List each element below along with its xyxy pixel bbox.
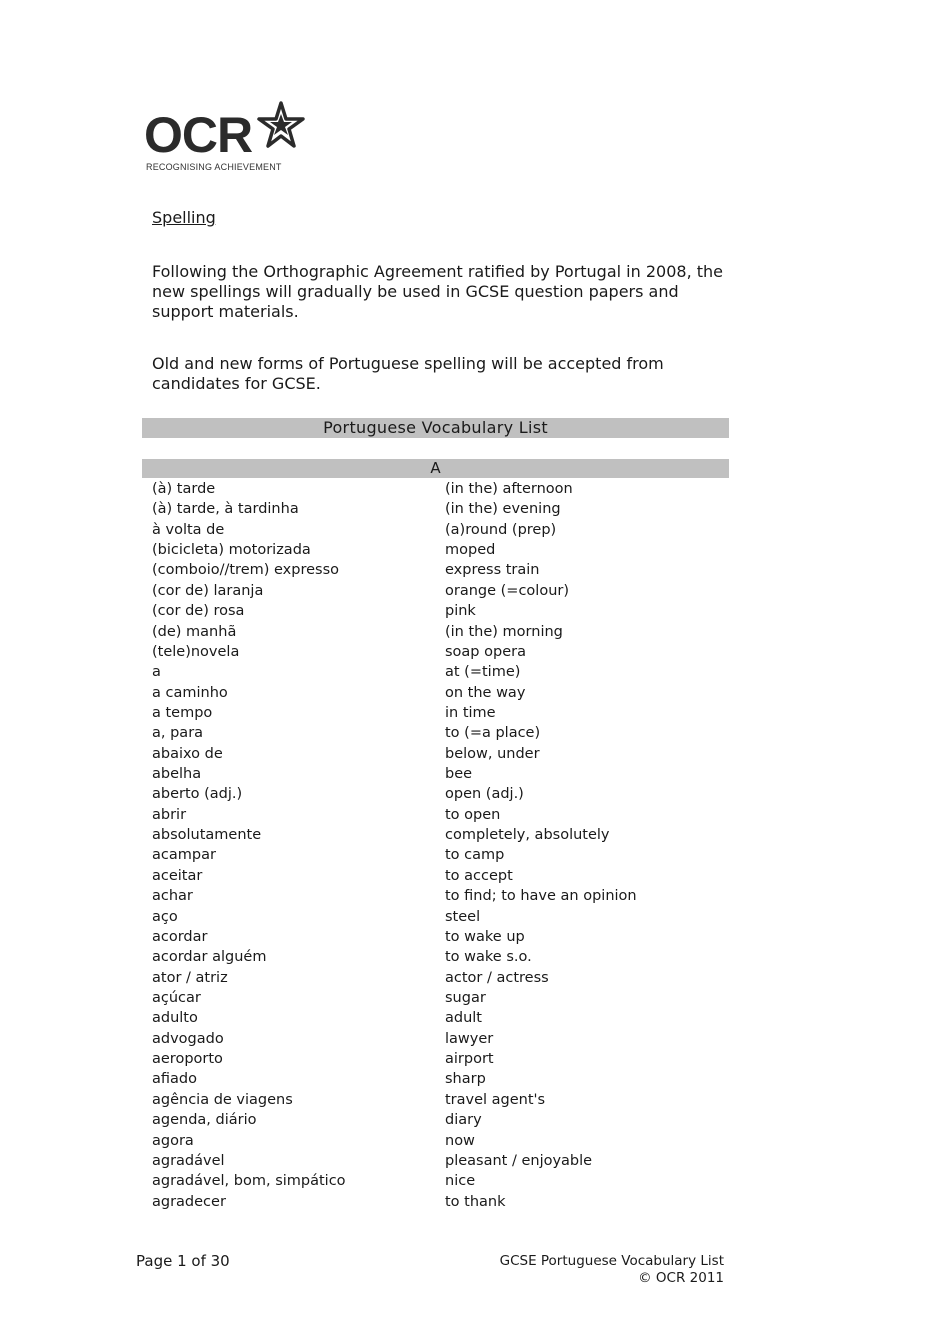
- section-letter-bar: [142, 459, 729, 478]
- portuguese-term: a tempo: [152, 704, 213, 721]
- vocab-row: [0, 1008, 950, 1028]
- logo-tagline: RECOGNISING ACHIEVEMENT: [146, 162, 282, 172]
- portuguese-term: agora: [152, 1132, 194, 1149]
- portuguese-term: acordar alguém: [152, 949, 267, 966]
- vocab-row: [0, 764, 950, 784]
- english-translation: diary: [445, 1112, 482, 1129]
- vocab-row: [0, 1171, 950, 1191]
- english-translation: adult: [445, 1010, 482, 1027]
- portuguese-term: absolutamente: [152, 827, 262, 844]
- vocab-row: [0, 1090, 950, 1110]
- english-translation: open (adj.): [445, 786, 524, 803]
- portuguese-term: açúcar: [152, 989, 201, 1006]
- english-translation: sharp: [445, 1071, 486, 1088]
- vocab-row: [0, 1131, 950, 1151]
- portuguese-term: a: [152, 664, 161, 681]
- english-translation: on the way: [445, 684, 526, 701]
- portuguese-term: aeroporto: [152, 1051, 223, 1068]
- vocab-row: [0, 642, 950, 662]
- portuguese-term: achar: [152, 888, 193, 905]
- vocab-row: [0, 866, 950, 886]
- vocab-row: [0, 927, 950, 947]
- vocab-row: [0, 1192, 950, 1212]
- page-number: Page 1 of 30: [136, 1252, 230, 1270]
- english-translation: airport: [445, 1051, 494, 1068]
- portuguese-term: ator / atriz: [152, 969, 228, 986]
- portuguese-term: (de) manhã: [152, 623, 237, 640]
- portuguese-term: à volta de: [152, 521, 225, 538]
- english-translation: (in the) morning: [445, 623, 563, 640]
- vocab-row: [0, 907, 950, 927]
- vocab-row: [0, 947, 950, 967]
- vocab-row: [0, 1029, 950, 1049]
- vocab-row: [0, 825, 950, 845]
- section-letter: A: [430, 459, 441, 477]
- english-translation: (in the) afternoon: [445, 481, 573, 497]
- intro-paragraph: Following the Orthographic Agreement ratified by Portugal in 2008, the new spellings will gradually be used in GCSE question papers and support materials.: [152, 262, 723, 321]
- vocab-row: [0, 662, 950, 682]
- vocab-row: [0, 601, 950, 621]
- vocabulary-table: [0, 479, 950, 1212]
- portuguese-term: abrir: [152, 806, 187, 823]
- english-translation: moped: [445, 542, 496, 559]
- english-translation: lawyer: [445, 1030, 494, 1047]
- vocab-row: [0, 805, 950, 825]
- portuguese-term: agradecer: [152, 1193, 226, 1210]
- vocab-row: [0, 1110, 950, 1130]
- english-translation: completely, absolutely: [445, 827, 610, 844]
- vocab-row: [0, 540, 950, 560]
- vocab-row: [0, 988, 950, 1008]
- vocab-row: [0, 520, 950, 540]
- portuguese-term: adulto: [152, 1010, 198, 1027]
- english-translation: to open: [445, 806, 501, 823]
- english-translation: steel: [445, 908, 481, 925]
- english-translation: to thank: [445, 1193, 506, 1210]
- english-translation: now: [445, 1132, 475, 1149]
- portuguese-term: (cor de) laranja: [152, 582, 264, 599]
- vocab-row: [0, 744, 950, 764]
- english-translation: soap opera: [445, 643, 526, 660]
- portuguese-term: agenda, diário: [152, 1112, 257, 1129]
- english-translation: orange (=colour): [445, 582, 570, 599]
- section-heading: Spelling: [152, 208, 216, 227]
- english-translation: actor / actress: [445, 969, 549, 986]
- vocab-row: [0, 723, 950, 743]
- vocab-row: [0, 581, 950, 601]
- portuguese-term: (tele)novela: [152, 643, 240, 660]
- footer-doc-title: GCSE Portuguese Vocabulary List: [499, 1253, 724, 1269]
- portuguese-term: advogado: [152, 1030, 224, 1047]
- logo-wordmark: OCR: [144, 107, 253, 163]
- portuguese-term: afiado: [152, 1071, 197, 1088]
- vocab-row: [0, 499, 950, 519]
- portuguese-term: abaixo de: [152, 745, 223, 762]
- list-title-bar: [142, 418, 729, 438]
- english-translation: pink: [445, 603, 476, 620]
- english-translation: to wake s.o.: [445, 949, 532, 966]
- portuguese-term: aberto (adj.): [152, 786, 243, 803]
- vocab-row: [0, 703, 950, 723]
- english-translation: (in the) evening: [445, 501, 561, 518]
- portuguese-term: agradável: [152, 1152, 225, 1169]
- english-translation: pleasant / enjoyable: [445, 1152, 593, 1169]
- vocab-row: [0, 1069, 950, 1089]
- english-translation: to find; to have an opinion: [445, 888, 637, 905]
- vocab-row: [0, 968, 950, 988]
- vocab-row: [0, 1151, 950, 1171]
- star-icon: [256, 100, 306, 150]
- portuguese-term: aço: [152, 908, 178, 925]
- portuguese-term: a, para: [152, 725, 204, 742]
- vocab-row: [0, 683, 950, 703]
- portuguese-term: agradável, bom, simpático: [152, 1173, 346, 1190]
- vocab-row: [0, 479, 950, 499]
- english-translation: nice: [445, 1173, 476, 1190]
- portuguese-term: (cor de) rosa: [152, 603, 245, 620]
- english-translation: to accept: [445, 867, 513, 884]
- portuguese-term: (bicicleta) motorizada: [152, 542, 311, 559]
- english-translation: sugar: [445, 989, 486, 1006]
- portuguese-term: (à) tarde, à tardinha: [152, 501, 299, 518]
- footer-copyright: © OCR 2011: [638, 1270, 724, 1286]
- portuguese-term: agência de viagens: [152, 1091, 293, 1108]
- vocab-row: [0, 1049, 950, 1069]
- vocab-row: [0, 622, 950, 642]
- english-translation: (a)round (prep): [445, 521, 557, 538]
- ocr-logo: [144, 100, 306, 174]
- list-title: Portuguese Vocabulary List: [323, 418, 548, 437]
- vocab-row: [0, 845, 950, 865]
- vocab-row: [0, 784, 950, 804]
- portuguese-term: (à) tarde: [152, 481, 216, 497]
- footer-info: [500, 1253, 724, 1287]
- acceptance-paragraph: Old and new forms of Portuguese spelling will be accepted from candidates for GCSE.: [152, 354, 664, 393]
- vocab-row: [0, 886, 950, 906]
- portuguese-term: acordar: [152, 928, 208, 945]
- english-translation: express train: [445, 562, 540, 579]
- portuguese-term: (comboio//trem) expresso: [152, 562, 340, 579]
- english-translation: at (=time): [445, 664, 521, 681]
- portuguese-term: acampar: [152, 847, 216, 864]
- english-translation: below, under: [445, 745, 540, 762]
- english-translation: to wake up: [445, 928, 525, 945]
- english-translation: bee: [445, 766, 473, 783]
- english-translation: to (=a place): [445, 725, 541, 742]
- portuguese-term: a caminho: [152, 684, 228, 701]
- vocab-row: [0, 560, 950, 580]
- english-translation: in time: [445, 704, 496, 721]
- portuguese-term: abelha: [152, 766, 202, 783]
- english-translation: travel agent's: [445, 1091, 546, 1108]
- english-translation: to camp: [445, 847, 505, 864]
- portuguese-term: aceitar: [152, 867, 203, 884]
